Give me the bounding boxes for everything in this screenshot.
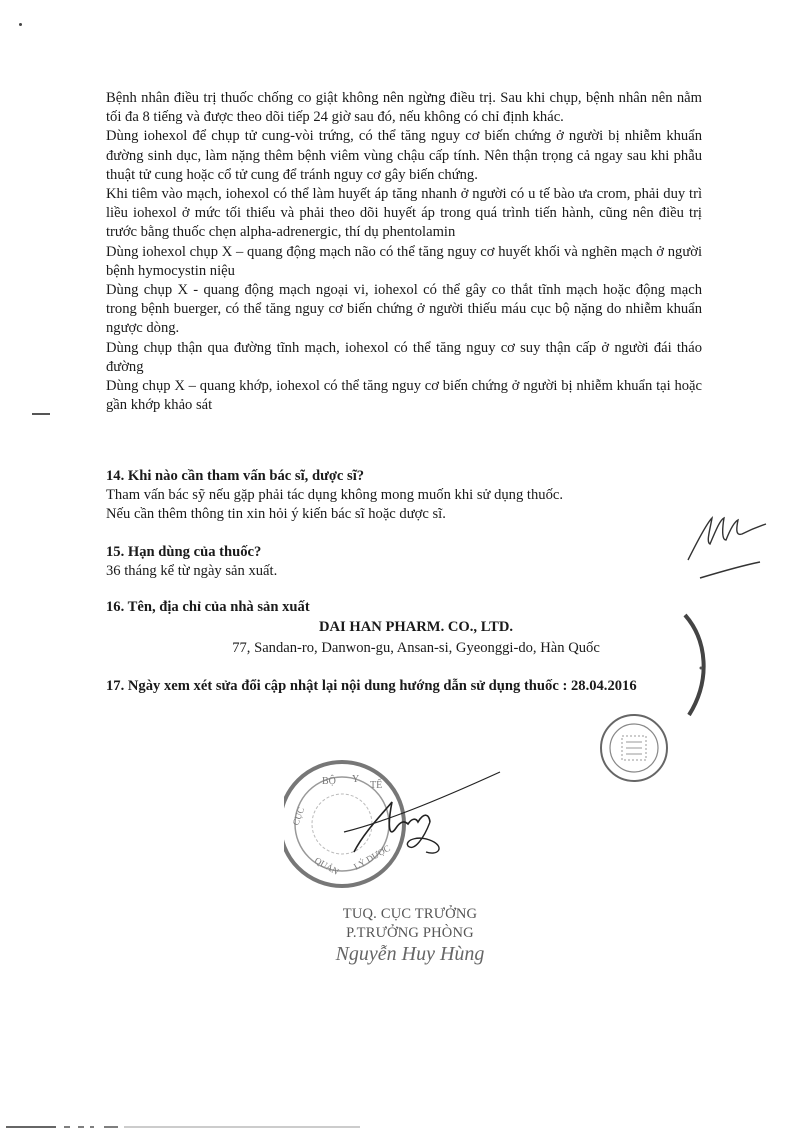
svg-text:CỤC: CỤC (290, 805, 307, 827)
section-16 (106, 598, 726, 659)
signatory-name: Nguyễn Huy Hùng (335, 943, 485, 965)
paragraph: Dùng iohexol chụp X – quang động mạch não có thể tăng nguy cơ huyết khối và nghẽn mạch ở người bệnh hymocystin niệu (106, 243, 702, 279)
svg-text:BỘ: BỘ (322, 776, 336, 787)
signatory-title-line2: P.TRƯỞNG PHÒNG (346, 925, 474, 941)
scan-dot (19, 23, 22, 26)
svg-text:LÝ DƯỢC: LÝ DƯỢC (352, 842, 392, 872)
section-line: Nếu cần thêm thông tin xin hỏi ý kiến bác sĩ hoặc dược sĩ. (106, 506, 446, 523)
paragraph: Dùng iohexol để chụp tử cung-vòi trứng, có thể tăng nguy cơ biến chứng ở người bị nhiễm khuẩn đường sinh dục, làm nặng thêm bệnh viêm vùng chậu cấp tính. Nên thận trọng cả ngay sau khi phẫu thuật tử cung hoặc cổ tử cung để tránh nguy cơ gây biến chứng. (106, 128, 702, 183)
partial-stamp-arc-icon (675, 610, 725, 720)
manufacturer-name: DAI HAN PHARM. CO., LTD. (318, 619, 514, 636)
precautions-body (106, 89, 702, 415)
margin-dash (32, 413, 50, 415)
section-heading: 14. Khi nào cần tham vấn bác sĩ, dược sĩ? (106, 468, 365, 484)
signatory-title-line1: TUQ. CỤC TRƯỞNG (342, 906, 478, 922)
handwritten-initials-icon (680, 500, 780, 590)
section-15 (106, 543, 726, 581)
manufacturer-address: 77, Sandan-ro, Danwon-gu, Ansan-si, Gyeonggi-do, Hàn Quốc (232, 640, 600, 657)
svg-text:TẾ: TẾ (370, 780, 383, 791)
paragraph: Dùng chụp X - quang động mạch ngoại vi, iohexol có thể gây co thắt tĩnh mạch hoặc động mạch trong bệnh buerger, có thể tăng nguy cơ biến chứng ở người thiếu máu cục bộ nặng do nhiễm khuẩn ngược dòng. (106, 282, 702, 337)
scan-bottom-edge (0, 1124, 800, 1130)
paragraph: Dùng chụp thận qua đường tĩnh mạch, iohexol có thể tăng nguy cơ suy thận cấp ở người đái tháo đường (106, 339, 702, 375)
company-seal-icon (598, 712, 670, 784)
section-text: 36 tháng kể từ ngày sản xuất. (106, 563, 278, 580)
ministry-stamp-icon (284, 752, 504, 912)
svg-text:QUẢN: QUẢN (313, 855, 341, 877)
paragraph: Khi tiêm vào mạch, iohexol có thể làm huyết áp tăng nhanh ở người có u tế bào ưa crom, phải duy trì liều iohexol ở mức tối thiểu và phải theo dõi huyết áp trong quá trình tiến hành, cũng nên điều trị trước bằng thuốc chẹn alpha-adrenergic, thí dụ phentolamin (106, 186, 702, 241)
svg-text:Y: Y (352, 774, 360, 785)
section-line: Tham vấn bác sỹ nếu gặp phải tác dụng không mong muốn khi sử dụng thuốc. (106, 487, 563, 504)
revision-date-line: 17. Ngày xem xét sửa đổi cập nhật lại nội dung hướng dẫn sử dụng thuốc : 28.04.2016 (106, 678, 637, 694)
section-heading: 15. Hạn dùng của thuốc? (106, 544, 262, 560)
paragraph: Bệnh nhân điều trị thuốc chống co giật không nên ngừng điều trị. Sau khi chụp, bệnh nhân nên nằm tối đa 8 tiếng và được theo dõi tiếp 24 giờ sau đó, nếu không có chỉ định khác. (106, 90, 702, 126)
section-17 (106, 677, 726, 696)
section-heading: 16. Tên, địa chỉ của nhà sản xuất (106, 599, 310, 615)
paragraph: Dùng chụp X – quang khớp, iohexol có thể tăng nguy cơ biến chứng ở người bị nhiễm khuẩn tại hoặc gần khớp khảo sát (106, 378, 702, 414)
section-14 (106, 467, 726, 525)
